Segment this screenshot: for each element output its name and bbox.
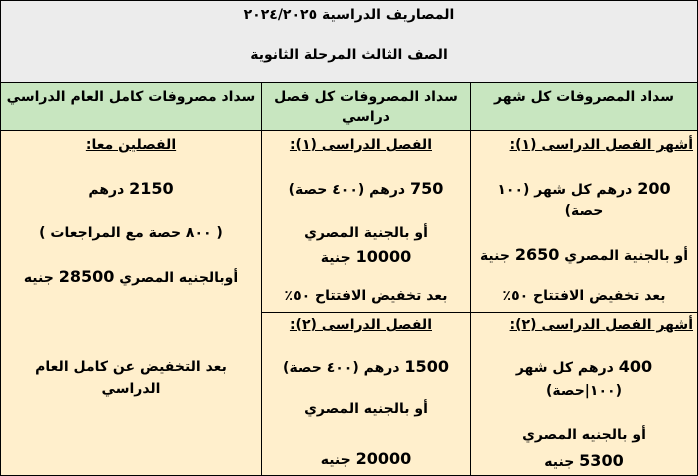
monthly-term1-discount: بعد تخفيض الافتتاح ٥٠٪ xyxy=(502,288,666,304)
monthly-term1-egp xyxy=(471,245,697,264)
full-year-egp xyxy=(1,267,261,286)
full-year-discount-line1: بعد التخفيض عن كامل العام xyxy=(35,359,227,375)
header-monthly-label: سداد المصروفات كل شهر xyxy=(494,89,674,105)
header-per-term xyxy=(261,82,471,131)
per-term-term2-amount-text: درهم (٤٠٠ حصة) xyxy=(283,360,400,376)
per-term-term1-discount: بعد تخفيض الافتتاح ٥٠٪ xyxy=(284,288,448,304)
per-term-term1-amount-text: درهم (٤٠٠ حصة) xyxy=(288,182,406,198)
per-term-term2-egp-line: أو بالجنيه المصري xyxy=(304,401,428,417)
full-year-amount-text: درهم xyxy=(88,182,125,198)
per-term-term1-cell xyxy=(261,130,471,313)
monthly-term1-heading: أشهر الفصل الدراسى (١): xyxy=(509,137,693,153)
header-full-year-label: سداد مصروفات كامل العام الدراسي xyxy=(6,89,256,105)
monthly-term1-amount-num: 200 xyxy=(637,179,671,198)
per-term-term2-egp-unit: جنيه xyxy=(320,452,351,468)
per-term-term1-egp xyxy=(262,247,470,266)
per-term-term2-egp xyxy=(262,449,470,468)
full-year-discount-line2: الدراسي xyxy=(101,381,161,397)
header-monthly xyxy=(470,82,698,131)
monthly-term1-cell xyxy=(470,130,698,313)
monthly-term2-amount xyxy=(471,357,697,376)
per-term-term2-egp-num: 20000 xyxy=(355,449,412,468)
per-term-term2-cell xyxy=(261,312,471,476)
monthly-term2-sessions: (١٠٠|حصة) xyxy=(546,383,622,399)
monthly-term2-amount-text: درهم كل شهر xyxy=(515,360,614,376)
full-year-sessions: ( ٨٠٠ حصة مع المراجعات ) xyxy=(39,225,223,241)
per-term-term1-amount-num: 750 xyxy=(409,179,444,198)
monthly-term2-egp-prefix: أو بالجنيه المصري xyxy=(522,427,646,443)
full-year-heading: الفصلين معا: xyxy=(85,137,177,153)
monthly-term2-egp xyxy=(471,451,697,470)
full-year-cell xyxy=(0,130,262,476)
per-term-term1-amount xyxy=(262,179,470,198)
per-term-term2-amount-num: 1500 xyxy=(404,357,449,376)
monthly-term1-egp-prefix: أو بالجنية المصري xyxy=(564,248,689,264)
monthly-term1-amount-text: درهم كل شهر (١٠٠ xyxy=(497,182,633,198)
per-term-term1-heading: الفصل الدراسى (١): xyxy=(289,137,432,153)
per-term-term1-egp-num: 10000 xyxy=(355,247,412,266)
header-per-term-line1: سداد المصروفات كل فصل xyxy=(274,89,458,105)
full-year-amount xyxy=(1,179,261,198)
per-term-term2-amount xyxy=(262,357,470,376)
monthly-term1-egp-unit: جنية xyxy=(479,248,510,264)
monthly-term2-egp-unit: جنيه xyxy=(544,454,575,470)
header-full-year xyxy=(0,82,262,131)
title-line1: المصاريف الدراسية ٢٠٢٤/٢٠٢٥ xyxy=(243,7,455,23)
full-year-egp-num: 28500 xyxy=(58,267,115,286)
full-year-egp-prefix: أوبالجنيه المصري xyxy=(119,270,239,286)
per-term-term2-heading: الفصل الدراسى (٢): xyxy=(289,317,432,333)
monthly-term2-egp-num: 5300 xyxy=(579,451,624,470)
monthly-term1-amount xyxy=(471,179,697,198)
title-line2: الصف الثالث المرحلة الثانوية xyxy=(250,47,448,63)
monthly-term2-cell xyxy=(470,312,698,476)
monthly-term2-heading: أشهر الفصل الدراسى (٢): xyxy=(509,317,693,333)
monthly-term2-amount-num: 400 xyxy=(618,357,653,376)
title-box xyxy=(0,0,698,83)
full-year-amount-num: 2150 xyxy=(129,179,174,198)
per-term-term1-egp-line: أو بالجنية المصري xyxy=(304,225,428,241)
per-term-term1-egp-unit: جنية xyxy=(320,250,351,266)
full-year-egp-unit: جنيه xyxy=(23,270,54,286)
monthly-term1-egp-num: 2650 xyxy=(514,245,560,264)
monthly-term1-sessions: حصة) xyxy=(564,203,604,219)
header-per-term-line2: دراسي xyxy=(342,109,390,125)
